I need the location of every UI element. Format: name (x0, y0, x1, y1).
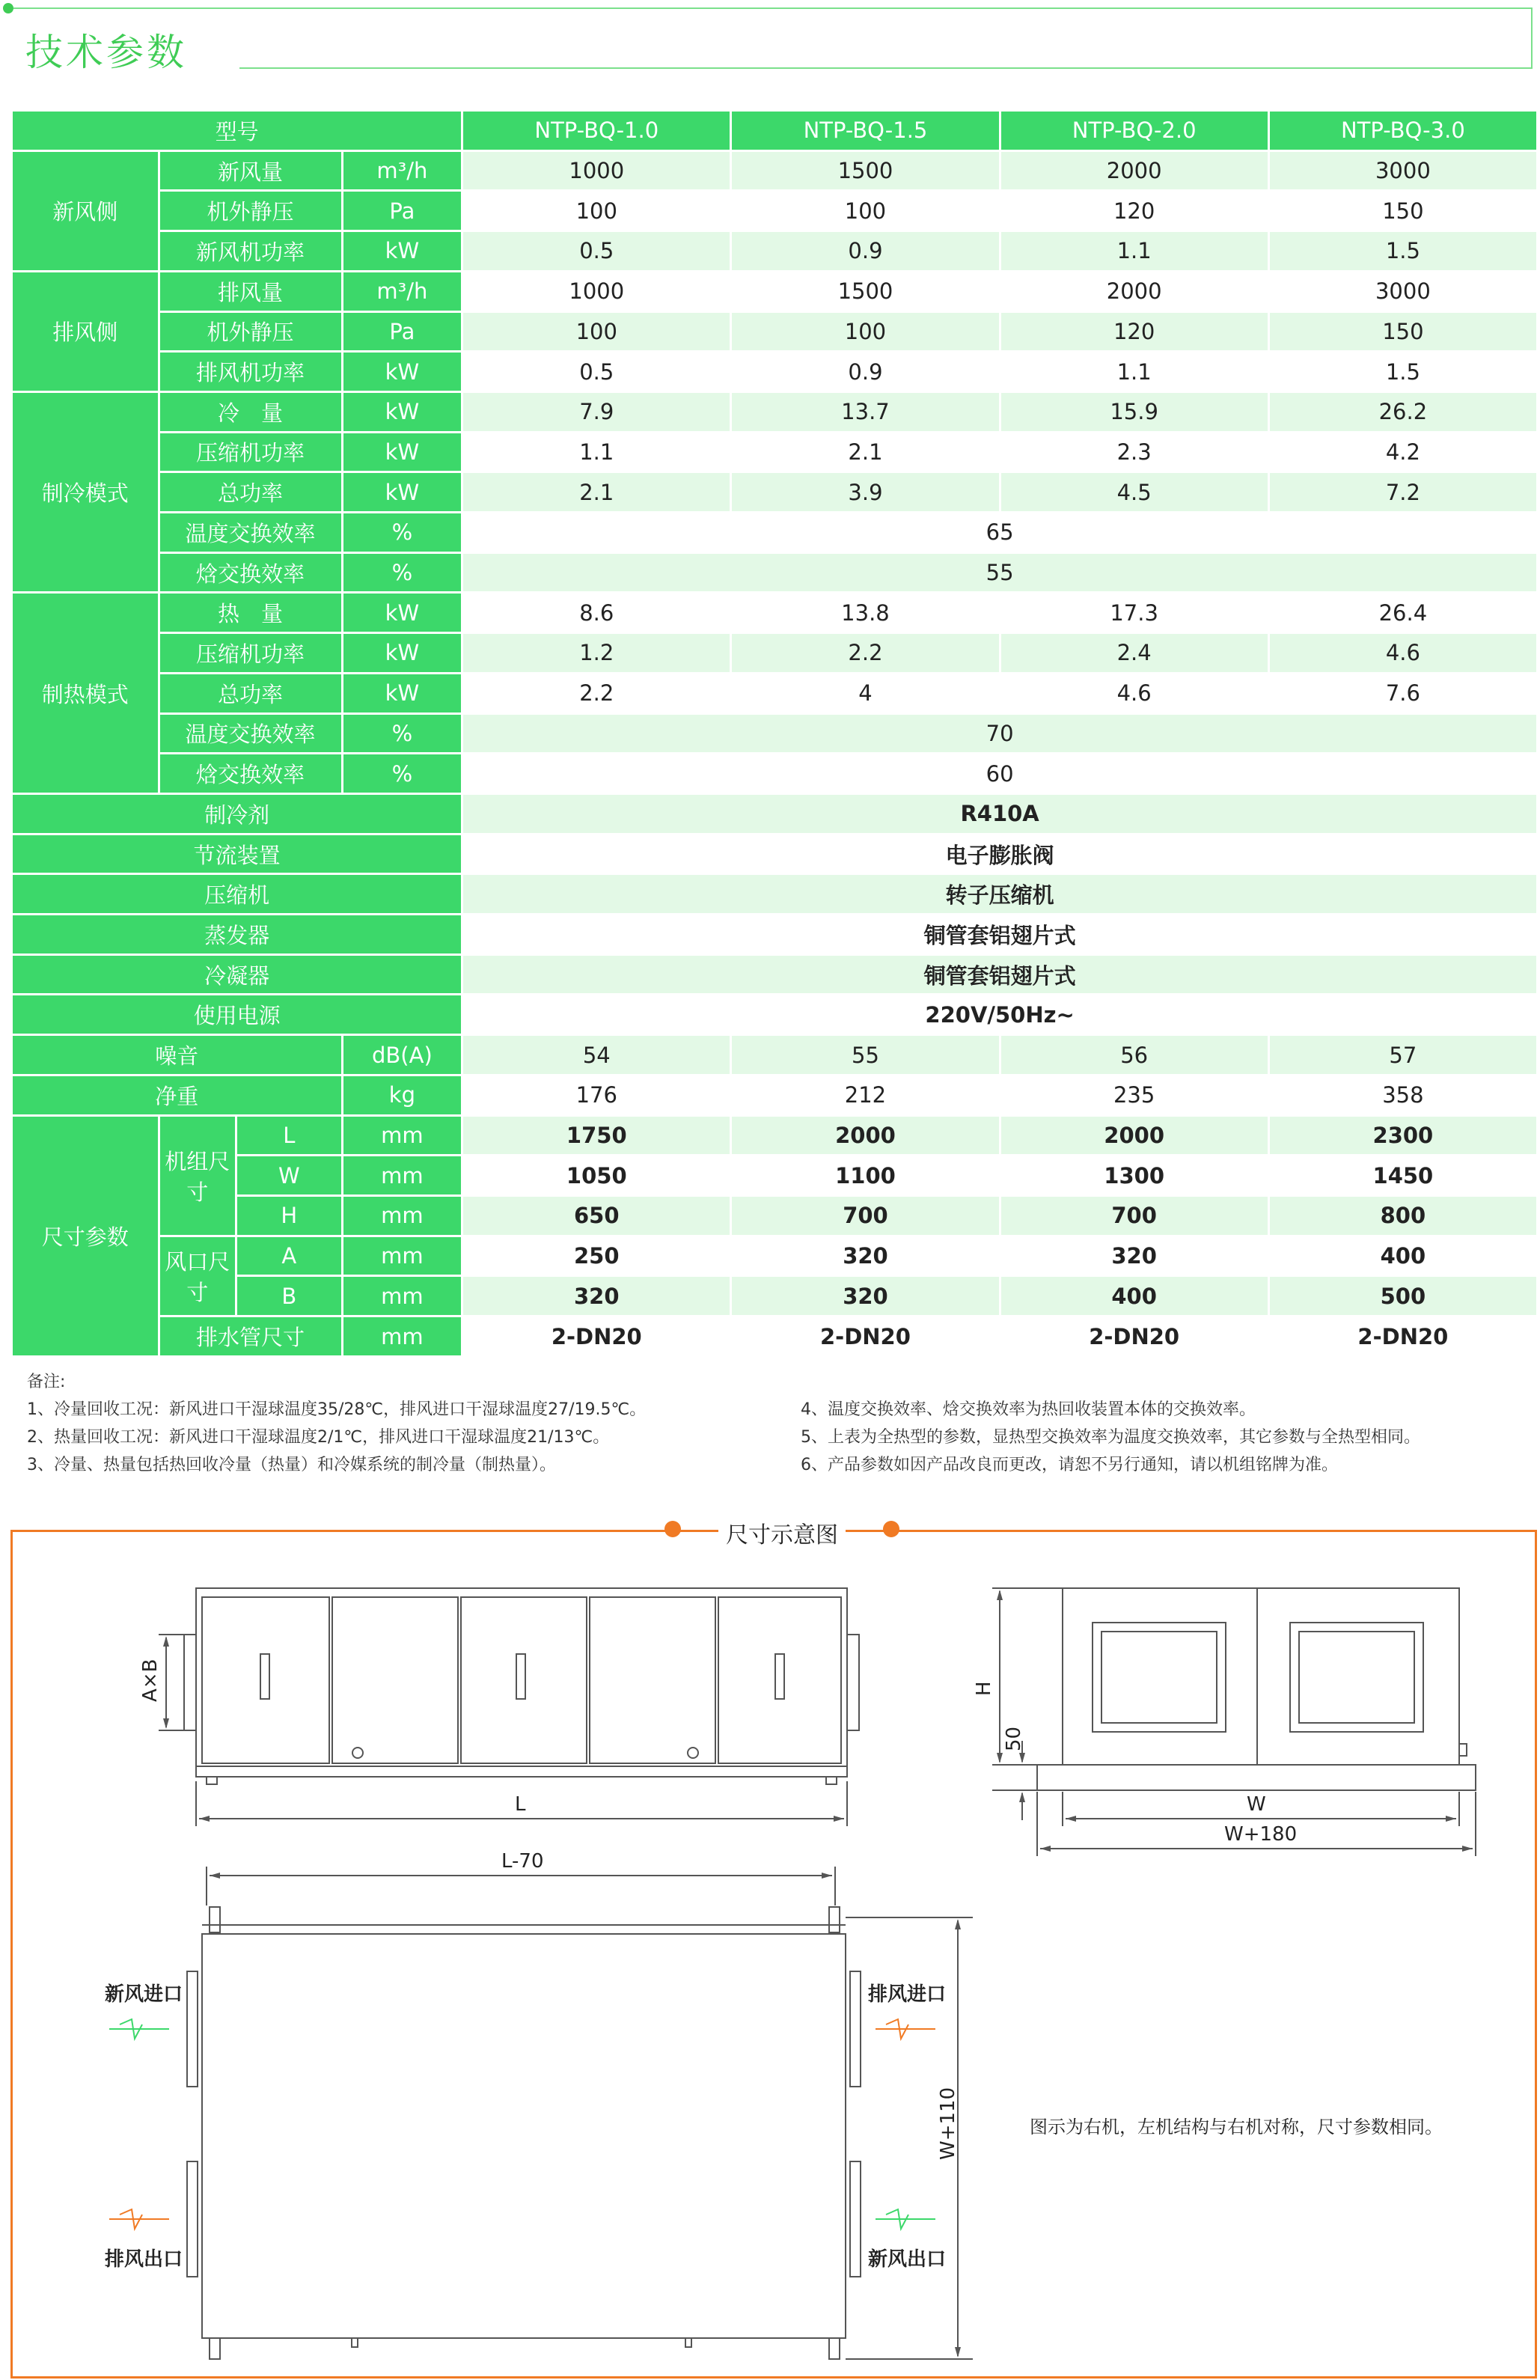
note-item: 3、冷量、热量包括热回收冷量（热量）和冷媒系统的制冷量（制热量）。 (27, 1456, 556, 1474)
param-label: 温度交换效率 (159, 513, 342, 553)
unit-label: kW (342, 593, 462, 633)
value-cell: 2.2 (731, 633, 1000, 674)
param-label: 总功率 (159, 673, 342, 713)
value-cell: 56 (1000, 1035, 1268, 1075)
value-cell: 60 (462, 754, 1538, 794)
value-cell: 100 (731, 191, 1000, 231)
unit-label: m³/h (342, 271, 462, 311)
value-cell: 54 (462, 1035, 731, 1075)
dim-w180-label: W+180 (1224, 1823, 1298, 1846)
value-cell: 2-DN20 (1000, 1316, 1268, 1357)
value-cell: 235 (1000, 1075, 1268, 1115)
unit-label: % (342, 513, 462, 553)
subgroup-label: 机组尺寸 (159, 1115, 236, 1236)
value-cell: R410A (462, 793, 1538, 834)
unit-label: mm (342, 1236, 462, 1276)
param-label: 机外静压 (159, 311, 342, 352)
value-cell: 2.3 (1000, 432, 1268, 472)
value-cell: 700 (731, 1195, 1000, 1236)
value-cell: 26.4 (1268, 593, 1537, 633)
param-label: 冷 量 (159, 391, 342, 432)
unit-label: Pa (342, 191, 462, 231)
unit-label: % (342, 754, 462, 794)
top-view (187, 1867, 973, 2359)
value-cell: 2-DN20 (462, 1316, 731, 1357)
value-cell: 1.5 (1268, 352, 1537, 392)
value-cell: 2.1 (462, 472, 731, 513)
value-cell: 1500 (731, 150, 1000, 191)
value-cell: 26.2 (1268, 391, 1537, 432)
value-cell: 1450 (1268, 1156, 1537, 1196)
header-model-label: 型号 (12, 111, 462, 151)
header-model: NTP-BQ-3.0 (1268, 111, 1537, 151)
value-cell: 13.7 (731, 391, 1000, 432)
page-title: 技术参数 (25, 31, 187, 74)
value-cell: 1.1 (1000, 231, 1268, 272)
unit-label: kg (342, 1075, 462, 1115)
param-label: 焓交换效率 (159, 754, 342, 794)
value-cell: 70 (462, 713, 1538, 754)
value-cell: 250 (462, 1236, 731, 1276)
group-label: 制冷模式 (12, 391, 159, 593)
value-cell: 55 (462, 552, 1538, 593)
value-cell: 2000 (1000, 150, 1268, 191)
front-view (159, 1588, 859, 1826)
dim-l-label: L (515, 1793, 526, 1816)
param-label: 压缩机功率 (159, 432, 342, 472)
value-cell: 320 (1000, 1236, 1268, 1276)
param-label: L (236, 1115, 343, 1156)
value-cell: 320 (731, 1276, 1000, 1316)
param-label: 总功率 (159, 472, 342, 513)
fresh-out-label: 新风出口 (868, 2248, 947, 2271)
param-label: 制冷剂 (12, 793, 462, 834)
value-cell: 4.5 (1000, 472, 1268, 513)
param-label: 热 量 (159, 593, 342, 633)
value-cell: 铜管套铝翅片式 (462, 954, 1538, 995)
value-cell: 1.2 (462, 633, 731, 674)
unit-label: kW (342, 231, 462, 272)
dim-w-label: W (1247, 1793, 1266, 1816)
dim-h-label: H (973, 1681, 995, 1696)
value-cell: 2.1 (731, 432, 1000, 472)
value-cell: 120 (1000, 191, 1268, 231)
unit-label: mm (342, 1276, 462, 1316)
value-cell: 1050 (462, 1156, 731, 1196)
value-cell: 120 (1000, 311, 1268, 352)
value-cell: 4.6 (1268, 633, 1537, 674)
value-cell: 1.1 (462, 432, 731, 472)
value-cell: 4.2 (1268, 432, 1537, 472)
unit-label: mm (342, 1156, 462, 1196)
value-cell: 2000 (731, 1115, 1000, 1156)
value-cell: 2.4 (1000, 633, 1268, 674)
unit-label: mm (342, 1316, 462, 1357)
unit-label: kW (342, 352, 462, 392)
param-label: 温度交换效率 (159, 713, 342, 754)
fresh-in-arrow-icon (109, 2019, 169, 2039)
unit-label: kW (342, 432, 462, 472)
unit-label: kW (342, 673, 462, 713)
value-cell: 0.5 (462, 231, 731, 272)
note-item: 4、温度交换效率、焓交换效率为热回收装置本体的交换效率。 (801, 1400, 1256, 1419)
value-cell: 2-DN20 (731, 1316, 1000, 1357)
param-label: 使用电源 (12, 995, 462, 1035)
param-label: B (236, 1276, 343, 1316)
dim-50-label: 50 (1003, 1726, 1025, 1751)
group-label: 制热模式 (12, 593, 159, 794)
header-model: NTP-BQ-1.0 (462, 111, 731, 151)
param-label: 噪音 (12, 1035, 343, 1075)
value-cell: 2000 (1000, 271, 1268, 311)
value-cell: 320 (462, 1276, 731, 1316)
value-cell: 150 (1268, 311, 1537, 352)
param-label: 净重 (12, 1075, 343, 1115)
unit-label: % (342, 713, 462, 754)
header-model: NTP-BQ-2.0 (1000, 111, 1268, 151)
value-cell: 2300 (1268, 1115, 1537, 1156)
value-cell: 57 (1268, 1035, 1537, 1075)
value-cell: 65 (462, 513, 1538, 553)
value-cell: 500 (1268, 1276, 1537, 1316)
unit-label: Pa (342, 311, 462, 352)
value-cell: 212 (731, 1075, 1000, 1115)
value-cell: 2-DN20 (1268, 1316, 1537, 1357)
param-label: 排风机功率 (159, 352, 342, 392)
value-cell: 800 (1268, 1195, 1537, 1236)
value-cell: 55 (731, 1035, 1000, 1075)
note-item: 1、冷量回收工况：新风进口干湿球温度35/28℃，排风进口干湿球温度27/19.5℃。 (27, 1400, 647, 1419)
group-label: 排风侧 (12, 271, 159, 391)
group-label: 尺寸参数 (12, 1115, 159, 1356)
unit-label: kW (342, 472, 462, 513)
value-cell: 电子膨胀阀 (462, 834, 1538, 874)
exhaust-out-label: 排风出口 (105, 2248, 183, 2271)
unit-label: kW (342, 391, 462, 432)
param-label: 新风量 (159, 150, 342, 191)
value-cell: 1500 (731, 271, 1000, 311)
side-view (992, 1588, 1476, 1856)
value-cell: 150 (1268, 191, 1537, 231)
value-cell: 358 (1268, 1075, 1537, 1115)
unit-label: kW (342, 633, 462, 674)
value-cell: 转子压缩机 (462, 874, 1538, 915)
value-cell: 1000 (462, 150, 731, 191)
value-cell: 铜管套铝翅片式 (462, 915, 1538, 955)
value-cell: 700 (1000, 1195, 1268, 1236)
param-label: 冷凝器 (12, 954, 462, 995)
value-cell: 1.5 (1268, 231, 1537, 272)
value-cell: 1100 (731, 1156, 1000, 1196)
group-label: 新风侧 (12, 150, 159, 271)
value-cell: 7.2 (1268, 472, 1537, 513)
param-label: 压缩机 (12, 874, 462, 915)
unit-label: mm (342, 1115, 462, 1156)
value-cell: 176 (462, 1075, 731, 1115)
param-label: W (236, 1156, 343, 1196)
fresh-in-label: 新风进口 (105, 1983, 183, 2006)
value-cell: 0.9 (731, 231, 1000, 272)
value-cell: 1750 (462, 1115, 731, 1156)
value-cell: 650 (462, 1195, 731, 1236)
note-item: 2、热量回收工况：新风进口干湿球温度2/1℃，排风进口干湿球温度21/13℃。 (27, 1428, 610, 1447)
param-label: 新风机功率 (159, 231, 342, 272)
value-cell: 0.5 (462, 352, 731, 392)
param-label: 焓交换效率 (159, 552, 342, 593)
diagram-caption: 图示为右机，左机结构与右机对称，尺寸参数相同。 (1030, 2117, 1443, 2138)
value-cell: 2.2 (462, 673, 731, 713)
value-cell: 100 (731, 311, 1000, 352)
fresh-out-arrow-icon (876, 2209, 935, 2229)
value-cell: 15.9 (1000, 391, 1268, 432)
value-cell: 320 (731, 1236, 1000, 1276)
value-cell: 7.9 (462, 391, 731, 432)
diagram-title: 尺寸示意图 (718, 1516, 846, 1549)
note-item: 5、上表为全热型的参数，显热型交换效率为温度交换效率，其它参数与全热型相同。 (801, 1428, 1420, 1447)
param-label: A (236, 1236, 343, 1276)
param-label: 压缩机功率 (159, 633, 342, 674)
param-label: H (236, 1195, 343, 1236)
value-cell: 220V/50Hz~ (462, 995, 1538, 1035)
value-cell: 1000 (462, 271, 731, 311)
dim-axb-label: A×B (139, 1659, 162, 1702)
value-cell: 3000 (1268, 271, 1537, 311)
note-item: 6、产品参数如因产品改良而更改，请恕不另行通知，请以机组铭牌为准。 (801, 1456, 1338, 1474)
param-label: 蒸发器 (12, 915, 462, 955)
exhaust-in-arrow-icon (876, 2019, 935, 2039)
value-cell: 4.6 (1000, 673, 1268, 713)
dim-w110-label: W+110 (937, 2087, 959, 2160)
param-label: 机外静压 (159, 191, 342, 231)
value-cell: 1.1 (1000, 352, 1268, 392)
value-cell: 13.8 (731, 593, 1000, 633)
header-model: NTP-BQ-1.5 (731, 111, 1000, 151)
value-cell: 4 (731, 673, 1000, 713)
dim-l70-label: L-70 (501, 1850, 544, 1873)
value-cell: 8.6 (462, 593, 731, 633)
exhaust-out-arrow-icon (109, 2209, 169, 2229)
value-cell: 3000 (1268, 150, 1537, 191)
value-cell: 2000 (1000, 1115, 1268, 1156)
param-label: 排水管尺寸 (159, 1316, 342, 1357)
value-cell: 100 (462, 311, 731, 352)
subgroup-label: 风口尺寸 (159, 1236, 236, 1316)
value-cell: 400 (1268, 1236, 1537, 1276)
value-cell: 1300 (1000, 1156, 1268, 1196)
value-cell: 7.6 (1268, 673, 1537, 713)
param-label: 节流装置 (12, 834, 462, 874)
exhaust-in-label: 排风进口 (868, 1983, 947, 2006)
param-label: 排风量 (159, 271, 342, 311)
unit-label: % (342, 552, 462, 593)
unit-label: dB(A) (342, 1035, 462, 1075)
unit-label: mm (342, 1195, 462, 1236)
value-cell: 400 (1000, 1276, 1268, 1316)
value-cell: 100 (462, 191, 731, 231)
value-cell: 0.9 (731, 352, 1000, 392)
unit-label: m³/h (342, 150, 462, 191)
value-cell: 3.9 (731, 472, 1000, 513)
notes-heading: 备注: (27, 1373, 66, 1391)
value-cell: 17.3 (1000, 593, 1268, 633)
